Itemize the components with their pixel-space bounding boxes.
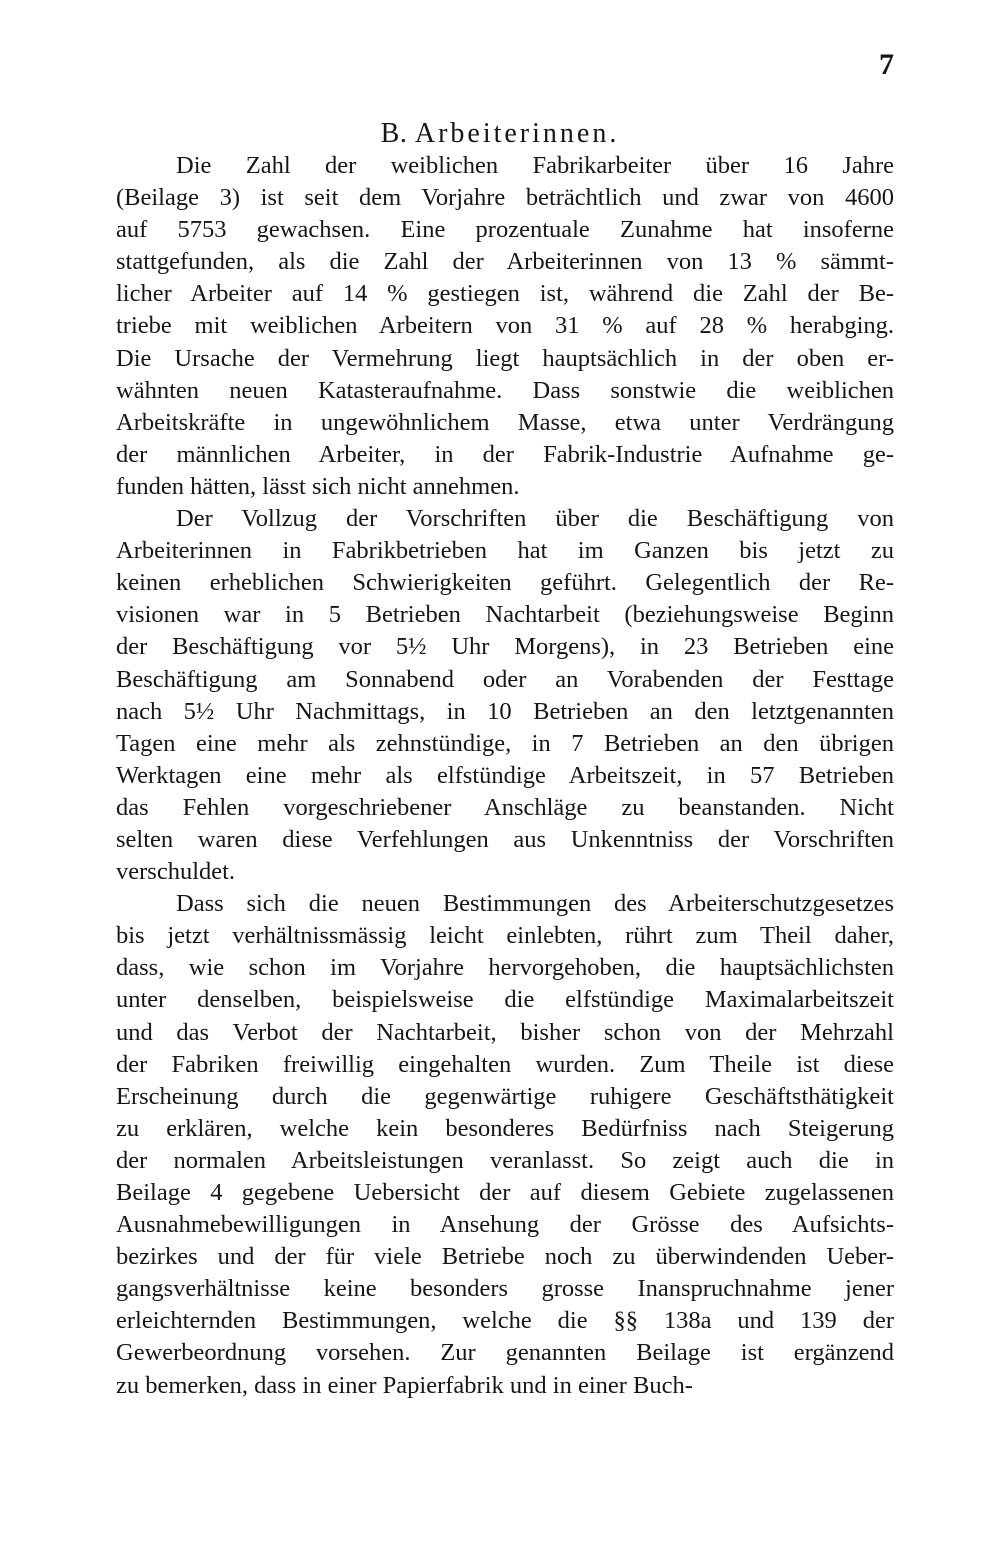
text-line: das Fehlen vorgeschriebener Anschläge zu beanstanden. Nicht — [116, 793, 894, 821]
text-line: triebe mit weiblichen Arbeitern von 31 % auf 28 % herabging. — [116, 312, 894, 340]
text-line: Tagen eine mehr als zehnstündige, in 7 Betrieben an den übrigen — [116, 729, 894, 757]
text-line: visionen war in 5 Betrieben Nachtarbeit (beziehungsweise Beginn — [116, 601, 894, 629]
text-line: zu bemerken, dass in einer Papierfabrik und in einer Buch- — [116, 1371, 693, 1399]
text-line: selten waren diese Verfehlungen aus Unkenntniss der Vorschriften — [116, 825, 894, 853]
text-line: keinen erheblichen Schwierigkeiten geführt. Gelegentlich der Re- — [116, 569, 894, 597]
body-text — [116, 150, 894, 1402]
text-line: Erscheinung durch die gegenwärtige ruhigere Geschäftsthätigkeit — [116, 1082, 894, 1110]
text-line: stattgefunden, als die Zahl der Arbeiterinnen von 13 % sämmt- — [116, 248, 894, 276]
text-line: verschuldet. — [116, 858, 236, 886]
text-line: Arbeitskräfte in ungewöhnlichem Masse, etwa unter Verdrängung — [116, 408, 894, 436]
text-line: nach 5½ Uhr Nachmittags, in 10 Betrieben an den letztgenannten — [116, 697, 894, 725]
text-line: auf 5753 gewachsen. Eine prozentuale Zunahme hat insoferne — [116, 216, 894, 244]
text-line: Ausnahmebewilligungen in Ansehung der Grösse des Aufsichts- — [116, 1211, 894, 1239]
text-line: bezirkes und der für viele Betriebe noch zu überwindenden Ueber- — [116, 1243, 894, 1271]
text-line: Beschäftigung am Sonnabend oder an Vorabenden der Festtage — [116, 665, 894, 693]
text-line: Die Ursache der Vermehrung liegt hauptsächlich in der oben er- — [116, 344, 894, 372]
text-line: dass, wie schon im Vorjahre hervorgehoben, die hauptsächlichsten — [116, 954, 894, 982]
text-line: der Fabriken freiwillig eingehalten wurden. Zum Theile ist diese — [116, 1050, 894, 1078]
page-number: 7 — [879, 48, 894, 81]
text-line: wähnten neuen Katasteraufnahme. Dass sonstwie die weiblichen — [116, 376, 894, 404]
text-line: Arbeiterinnen in Fabrikbetrieben hat im Ganzen bis jetzt zu — [116, 537, 894, 565]
section-heading — [0, 118, 1000, 150]
text-line: Gewerbeordnung vorsehen. Zur genannten Beilage ist ergänzend — [116, 1339, 894, 1367]
text-line: bis jetzt verhältnissmässig leicht einlebten, rührt zum Theil daher, — [116, 922, 894, 950]
text-line: funden hätten, lässt sich nicht annehmen. — [116, 472, 520, 500]
text-line: Dass sich die neuen Bestimmungen des Arbeiterschutzgesetzes — [176, 890, 894, 918]
text-line: gangsverhältnisse keine besonders grosse Inanspruchnahme jener — [116, 1275, 894, 1303]
text-line: unter denselben, beispielsweise die elfstündige Maximalarbeitszeit — [116, 986, 894, 1014]
section-heading-label: B. — [380, 118, 408, 149]
text-line: zu erklären, welche kein besonderes Bedürfniss nach Steigerung — [116, 1114, 894, 1142]
text-line: Werktagen eine mehr als elfstündige Arbeitszeit, in 57 Betrieben — [116, 761, 894, 789]
paragraph — [116, 503, 894, 888]
section-heading-title: Arbeiterinnen. — [414, 118, 620, 149]
text-line: der männlichen Arbeiter, in der Fabrik-Industrie Aufnahme ge- — [116, 440, 894, 468]
text-line: (Beilage 3) ist seit dem Vorjahre beträchtlich und zwar von 4600 — [116, 184, 894, 212]
text-line: der Beschäftigung vor 5½ Uhr Morgens), in 23 Betrieben eine — [116, 633, 894, 661]
text-line: der normalen Arbeitsleistungen veranlasst. So zeigt auch die in — [116, 1146, 894, 1174]
text-line: licher Arbeiter auf 14 % gestiegen ist, während die Zahl der Be- — [116, 280, 894, 308]
text-line: Die Zahl der weiblichen Fabrikarbeiter über 16 Jahre — [176, 152, 894, 179]
paragraph — [116, 150, 894, 503]
paragraph — [116, 888, 894, 1402]
text-line: Der Vollzug der Vorschriften über die Beschäftigung von — [176, 505, 894, 533]
text-line: erleichternden Bestimmungen, welche die §§ 138a und 139 der — [116, 1307, 894, 1335]
text-line: und das Verbot der Nachtarbeit, bisher schon von der Mehrzahl — [116, 1018, 894, 1046]
text-line: Beilage 4 gegebene Uebersicht der auf diesem Gebiete zugelassenen — [116, 1179, 894, 1206]
